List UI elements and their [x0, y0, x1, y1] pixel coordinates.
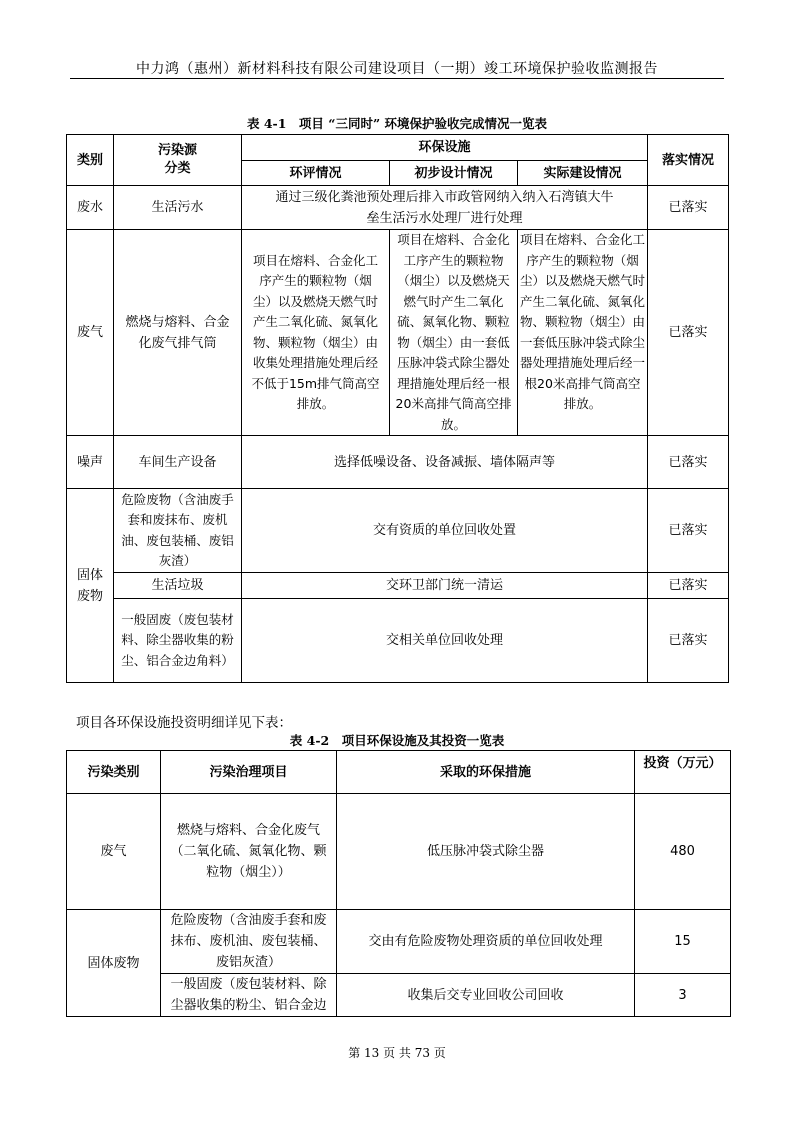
row-investment: 3 [635, 974, 731, 1017]
header-actual: 实际建设情况 [518, 161, 648, 186]
row-measure: 通过三级化粪池预处理后排入市政管网纳入纳入石湾镇大牛垒生活污水处理厂进行处理 [242, 186, 648, 230]
header-measure: 采取的环保措施 [337, 751, 635, 794]
table-row [67, 910, 731, 974]
table1-caption: 表 4-1 项目 “三同时” 环境保护验收完成情况一览表 [246, 116, 548, 131]
row-category: 废水 [67, 186, 114, 230]
row-source: 燃烧与熔料、合金化废气排气筒 [114, 230, 242, 436]
table-row [67, 974, 731, 1017]
row-type: 废气 [67, 794, 161, 910]
row-actual: 项目在熔料、合金化工序产生的颗粒物（烟尘）以及燃烧天燃气时产生二氧化硫、氮氧化物、颗粒物（烟尘）由一套低压脉冲袋式除尘器处理措施处理后经一根20米高排气筒高空排放。 [518, 230, 648, 436]
table2-caption: 表 4-2 项目环保设施及其投资一览表 [289, 733, 505, 748]
table-row [67, 489, 729, 573]
row-eia: 项目在熔料、合金化工序产生的颗粒物（烟尘）以及燃烧天燃气时产生二氧化硫、氮氧化物、颗粒物（烟尘）由收集处理措施处理后经不低于15m排气筒高空排放。 [242, 230, 390, 436]
row-source: 生活垃圾 [114, 573, 242, 599]
row-investment: 480 [635, 794, 731, 910]
header-category: 类别 [67, 135, 114, 186]
header-item: 污染治理项目 [161, 751, 337, 794]
investment-table [66, 750, 731, 1017]
table-row [67, 186, 729, 230]
row-measure: 交有资质的单位回收处置 [242, 489, 648, 573]
row-status: 已落实 [648, 489, 729, 573]
header-eia: 环评情况 [242, 161, 390, 186]
table-row [67, 599, 729, 683]
page-header: 中力鸿（惠州）新材料科技有限公司建设项目（一期）竣工环境保护验收监测报告 [136, 61, 658, 77]
header-type: 污染类别 [67, 751, 161, 794]
intro-text: 项目各环保设施投资明细详见下表： [76, 715, 292, 731]
row-source: 危险废物（含油废手套和废抹布、废机油、废包装桶、废铝灰渣） [114, 489, 242, 573]
header-status: 落实情况 [648, 135, 729, 186]
table-row [67, 436, 729, 489]
header-source-line2: 分类 [164, 161, 191, 176]
row-status: 已落实 [648, 186, 729, 230]
row-investment: 15 [635, 910, 731, 974]
row-measure: 交相关单位回收处理 [242, 599, 648, 683]
header-source [114, 135, 242, 186]
header-investment: 投资（万元） [635, 751, 731, 794]
header-source-line1: 污染源 [157, 143, 197, 158]
row-category: 固体废物 [67, 489, 114, 683]
row-source: 一般固废（废包装材料、除尘器收集的粉尘、铝合金边角料） [114, 599, 242, 683]
row-status: 已落实 [648, 573, 729, 599]
header-rule [70, 78, 724, 79]
row-item: 燃烧与熔料、合金化废气（二氧化硫、氮氧化物、颗粒物（烟尘）） [161, 794, 337, 910]
row-item: 一般固废（废包装材料、除尘器收集的粉尘、铝合金边 [161, 974, 337, 1017]
row-type: 固体废物 [67, 910, 161, 1017]
row-category: 废气 [67, 230, 114, 436]
header-facilities: 环保设施 [242, 135, 648, 161]
environmental-facilities-table [66, 134, 729, 683]
row-measure: 选择低噪设备、设备减振、墙体隔声等 [242, 436, 648, 489]
row-category: 噪声 [67, 436, 114, 489]
table-row [67, 573, 729, 599]
row-measure: 低压脉冲袋式除尘器 [337, 794, 635, 910]
header-preliminary: 初步设计情况 [390, 161, 518, 186]
table-row [67, 230, 729, 436]
table-row [67, 794, 731, 910]
row-status: 已落实 [648, 436, 729, 489]
row-preliminary: 项目在熔料、合金化工序产生的颗粒物（烟尘）以及燃烧天燃气时产生二氧化硫、氮氧化物、颗粒物（烟尘）由一套低压脉冲袋式除尘器处理措施处理后经一根20米高排气筒高空排放。 [390, 230, 518, 436]
row-source: 生活污水 [114, 186, 242, 230]
row-status: 已落实 [648, 230, 729, 436]
row-status: 已落实 [648, 599, 729, 683]
row-item: 危险废物（含油废手套和废抹布、废机油、废包装桶、废铝灰渣） [161, 910, 337, 974]
row-measure: 交环卫部门统一清运 [242, 573, 648, 599]
row-measure: 收集后交专业回收公司回收 [337, 974, 635, 1017]
page-number: 第 13 页 共 73 页 [348, 1046, 446, 1060]
row-source: 车间生产设备 [114, 436, 242, 489]
row-measure: 交由有危险废物处理资质的单位回收处理 [337, 910, 635, 974]
